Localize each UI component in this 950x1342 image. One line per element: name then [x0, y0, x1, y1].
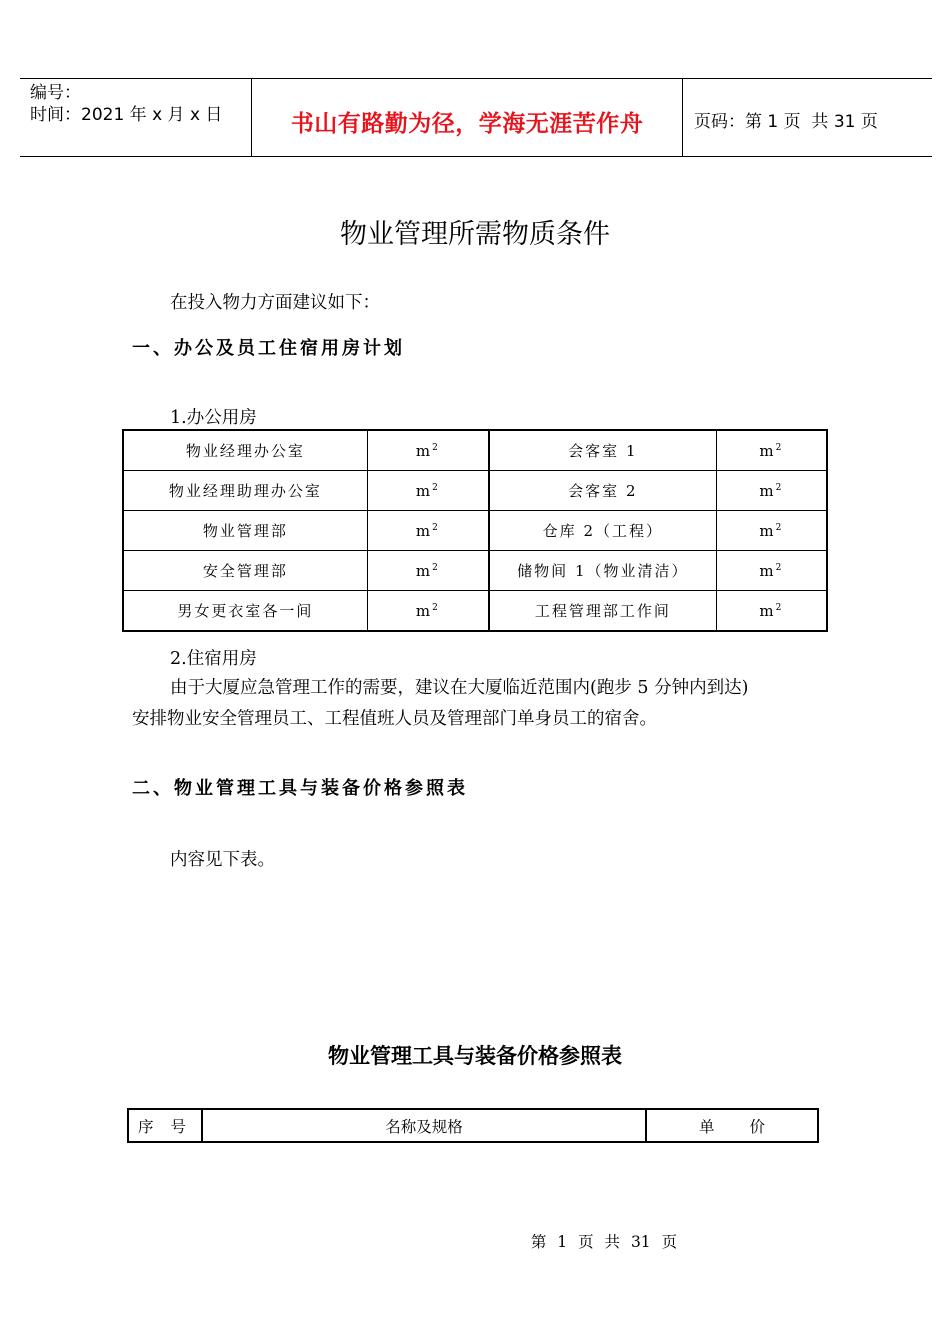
room-name: 安全管理部	[123, 551, 367, 591]
header-page-info: 页码：第 1 页 共 31 页	[694, 112, 878, 132]
section2-note: 内容见下表。	[170, 850, 275, 870]
unit-superscript: 2	[775, 442, 784, 453]
document-title: 物业管理所需物质条件	[340, 219, 610, 250]
price-table-title: 物业管理工具与装备价格参照表	[328, 1044, 622, 1068]
room-area-unit	[716, 511, 827, 551]
col-header-number: 序 号	[128, 1109, 202, 1142]
header-meta	[30, 82, 222, 126]
page-footer: 第 1 页 共 31 页	[530, 1233, 678, 1251]
unit-superscript: 2	[775, 522, 784, 533]
unit-text: m	[759, 601, 776, 620]
dorm-text-line2: 安排物业安全管理员工、工程值班人员及管理部门单身员工的宿舍。	[132, 709, 657, 729]
room-name: 工程管理部工作间	[489, 591, 716, 632]
header-bottom-rule	[20, 156, 932, 157]
room-name: 物业管理部	[123, 511, 367, 551]
section1-sub2: 2.住宿用房	[170, 649, 257, 669]
room-area-unit	[716, 591, 827, 632]
header-motto: 书山有路勤为径，学海无涯苦作舟	[290, 111, 644, 137]
doc-time-label: 时间：2021 年 x 月 x 日	[30, 105, 223, 125]
col-header-price: 单 价	[646, 1109, 818, 1142]
unit-text: m	[759, 561, 776, 580]
unit-text: m	[759, 441, 776, 460]
table-row	[123, 471, 827, 511]
unit-superscript: 2	[775, 562, 784, 573]
table-row	[123, 511, 827, 551]
office-rooms-table	[122, 429, 828, 632]
room-area-unit	[367, 551, 489, 591]
unit-superscript: 2	[432, 442, 440, 453]
col-header-name: 名称及规格	[202, 1109, 646, 1142]
unit-superscript: 2	[432, 602, 440, 613]
table-row	[123, 591, 827, 632]
unit-superscript: 2	[432, 522, 440, 533]
room-area-unit	[367, 591, 489, 632]
unit-text: m	[415, 441, 433, 460]
intro-text: 在投入物力方面建议如下：	[170, 293, 380, 313]
unit-superscript: 2	[775, 602, 784, 613]
room-name: 仓库 2（工程）	[489, 511, 716, 551]
room-area-unit	[716, 551, 827, 591]
room-area-unit	[716, 471, 827, 511]
room-area-unit	[367, 471, 489, 511]
unit-text: m	[415, 481, 433, 500]
table-row	[123, 430, 827, 471]
unit-text: m	[415, 521, 433, 540]
price-table-header-row	[128, 1109, 818, 1142]
section1-sub1: 1.办公用房	[170, 408, 257, 428]
unit-superscript: 2	[432, 482, 440, 493]
room-area-unit	[716, 430, 827, 471]
dorm-text-line1: 由于大厦应急管理工作的需要，建议在大厦临近范围内(跑步 5 分钟内到达)	[170, 678, 749, 698]
unit-text: m	[415, 561, 433, 580]
room-area-unit	[367, 430, 489, 471]
room-name: 男女更衣室各一间	[123, 591, 367, 632]
room-name: 储物间 1（物业清洁）	[489, 551, 716, 591]
room-name: 会客室 2	[489, 471, 716, 511]
unit-superscript: 2	[432, 562, 440, 573]
section2-heading: 二、物业管理工具与装备价格参照表	[132, 778, 468, 799]
table-row	[123, 551, 827, 591]
price-table	[127, 1108, 819, 1143]
header-divider	[682, 78, 683, 156]
room-area-unit	[367, 511, 489, 551]
doc-number-label: 编号：	[30, 83, 81, 103]
unit-text: m	[759, 521, 776, 540]
room-name: 物业经理办公室	[123, 430, 367, 471]
unit-superscript: 2	[775, 482, 784, 493]
unit-text: m	[415, 601, 433, 620]
unit-text: m	[759, 481, 776, 500]
room-name: 物业经理助理办公室	[123, 471, 367, 511]
room-name: 会客室 1	[489, 430, 716, 471]
section1-heading: 一、办公及员工住宿用房计划	[132, 338, 405, 359]
header-top-rule	[20, 78, 932, 79]
